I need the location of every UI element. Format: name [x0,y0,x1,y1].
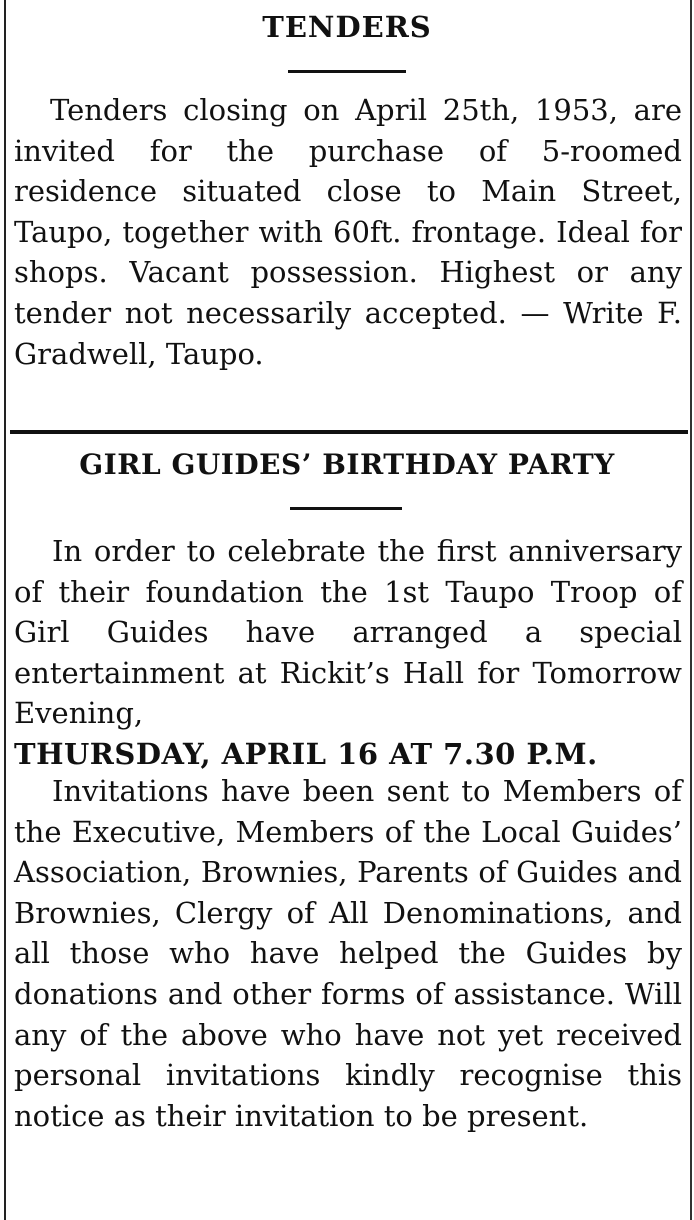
column-border-right [690,0,692,1220]
tenders-body: Tenders closing on April 25th, 1953, are invited for the purchase of 5-roomed residence situated close to Main Street, Taupo, together with 60ft. frontage. Ideal for shops. Vacant possession. Highest or any tender not necessarily accepted. — Write F. Gradwell, Taupo. [14,93,682,371]
column-border-left [4,0,6,1220]
tenders-heading: TENDERS [262,10,432,44]
event-datetime: THURSDAY, APRIL 16 AT 7.30 P.M. [14,736,598,771]
girl-guides-paragraph [14,531,682,775]
paragraph-text: In order to celebrate the first anniversary of their foundation the 1st Taupo Troop of Girl Guides have arranged a special entertainment at Rickit’s Hall for Tomorrow Evening, [14,534,682,731]
invitations-paragraph: Invitations have been sent to Members of the Executive, Members of the Local Guides’ Association, Brownies, Parents of Guides and Brownies, Clergy of All Denominations, and all those who have helped the Guides by donations and other forms of assistance. Will any of the above who have not yet received personal invitations kindly recognise this notice as their invitation to be present. [14,774,682,1133]
heading-underline [288,70,406,73]
heading-underline [290,507,402,510]
girl-guides-heading: GIRL GUIDES’ BIRTHDAY PARTY [79,448,615,481]
section-divider [10,430,688,434]
